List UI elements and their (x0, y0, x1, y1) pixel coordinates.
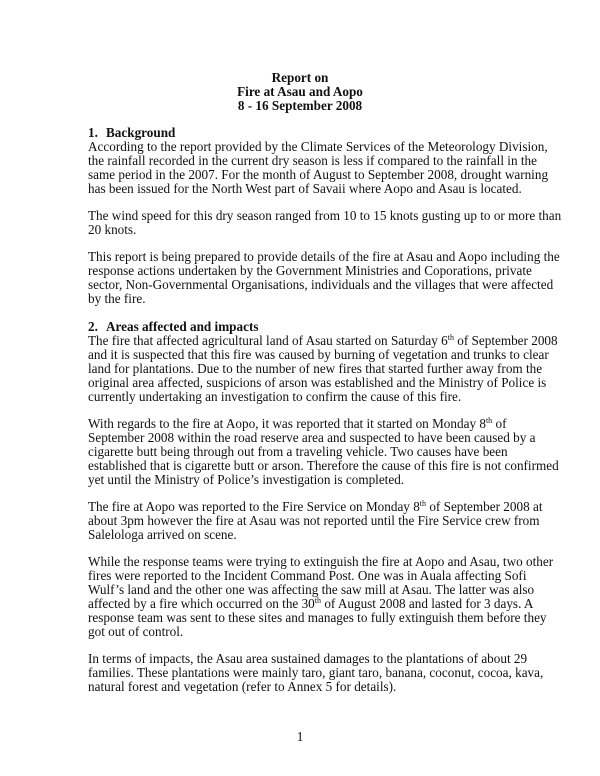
section-heading-areas-affected (88, 320, 259, 334)
paragraph (88, 334, 558, 404)
text-line: families. These plantations were mainly taro, giant taro, banana, coconut, cocoa, kava, (88, 665, 544, 680)
paragraph (88, 209, 561, 237)
text-line: by the fire. (88, 291, 146, 306)
text-line: has been issued for the North West part of Savaii where Aopo and Asau is located. (88, 181, 522, 196)
ordinal-superscript: th (314, 596, 322, 605)
text-line: land for plantations. Due to the number of new fires that started further away from the (88, 361, 543, 376)
text-line: currently undertaking an investigation to confirm the cause of this fire. (88, 389, 462, 404)
text-line: response actions undertaken by the Government Ministries and Coporations, private (88, 263, 532, 278)
section-number: 1. (88, 125, 98, 140)
ordinal-superscript: th (447, 333, 454, 342)
section-title: Areas affected and impacts (106, 319, 259, 334)
text-line (88, 417, 559, 431)
text-line: natural forest and vegetation (refer to Annex 5 for details). (88, 679, 397, 694)
text-run: The fire that affected agricultural land of Asau started on Saturday 6 (88, 333, 448, 348)
title-line: Fire at Asau and Aopo (237, 84, 363, 99)
text-line: According to the report provided by the Climate Services of the Meteorology Division, (88, 139, 548, 154)
text-run: of (492, 416, 507, 431)
text-run: The fire at Aopo was reported to the Fire Service on Monday 8 (88, 499, 420, 514)
text-line: While the response teams were trying to extinguish the fire at Aopo and Asau, two other (88, 554, 554, 569)
text-run: of September 2008 at (426, 499, 543, 514)
title-line: 8 - 16 September 2008 (237, 98, 363, 113)
page-number: 1 (296, 729, 304, 744)
text-line: yet until the Ministry of Police’s investigation is completed. (88, 472, 405, 487)
section-heading-background (88, 126, 175, 140)
report-title (88, 71, 512, 113)
text-line (88, 500, 543, 514)
text-line: and it is suspected that this fire was caused by burning of vegetation and trunks to clear (88, 347, 549, 362)
text-run: affected by a fire which occurred on the 30 (88, 596, 315, 611)
paragraph (88, 555, 553, 639)
section-number: 2. (88, 319, 98, 334)
text-line: about 3pm however the fire at Asau was not reported until the Fire Service crew from (88, 513, 540, 528)
paragraph (88, 652, 543, 694)
text-line: original area affected, suspicions of arson was established and the Ministry of Police is (88, 375, 547, 390)
text-line: response team was sent to these sites and manages to fully extinguish them before they (88, 610, 547, 625)
text-line: same period in the 2007. For the month of August to September 2008, drought warning (88, 167, 549, 182)
ordinal-superscript: th (485, 416, 493, 425)
text-line: the rainfall recorded in the current dry season is less if compared to the rainfall in the (88, 153, 537, 168)
paragraph (88, 500, 543, 542)
text-line: Salelologa arrived on scene. (88, 527, 237, 542)
text-run: of September 2008 (453, 333, 558, 348)
text-line: Wulf’s land and the other one was affecting the saw mill at Asau. The latter was also (88, 582, 535, 597)
text-line: This report is being prepared to provide details of the fire at Asau and Aopo including the (88, 249, 560, 264)
text-line (88, 334, 558, 348)
text-line: fires were reported to the Incident Command Post. One was in Auala affecting Sofi (88, 568, 527, 583)
text-line: The wind speed for this dry season ranged from 10 to 15 knots gusting up to or more than (88, 208, 562, 223)
paragraph (88, 250, 560, 306)
paragraph (88, 417, 559, 487)
text-run: With regards to the fire at Aopo, it was reported that it started on Monday 8 (88, 416, 486, 431)
text-line: got out of control. (88, 624, 184, 639)
text-line: September 2008 within the road reserve area and suspected to have been caused by a (88, 430, 536, 445)
text-line (88, 597, 553, 611)
text-line: sector, Non-Governmental Organisations, individuals and the villages that were affected (88, 277, 554, 292)
title-line: Report on (271, 70, 329, 85)
ordinal-superscript: th (419, 499, 427, 508)
text-line: cigarette butt being through out from a traveling vehicle. Two causes have been (88, 444, 508, 459)
text-run: of August 2008 and lasted for 3 days. A (321, 596, 534, 611)
text-line: 20 knots. (88, 222, 137, 237)
text-line: In terms of impacts, the Asau area sustained damages to the plantations of about 29 (88, 651, 528, 666)
section-title: Background (106, 125, 176, 140)
text-line: established that is cigarette butt or arson. Therefore the cause of this fire is not confirmed (88, 458, 559, 473)
paragraph (88, 140, 548, 196)
